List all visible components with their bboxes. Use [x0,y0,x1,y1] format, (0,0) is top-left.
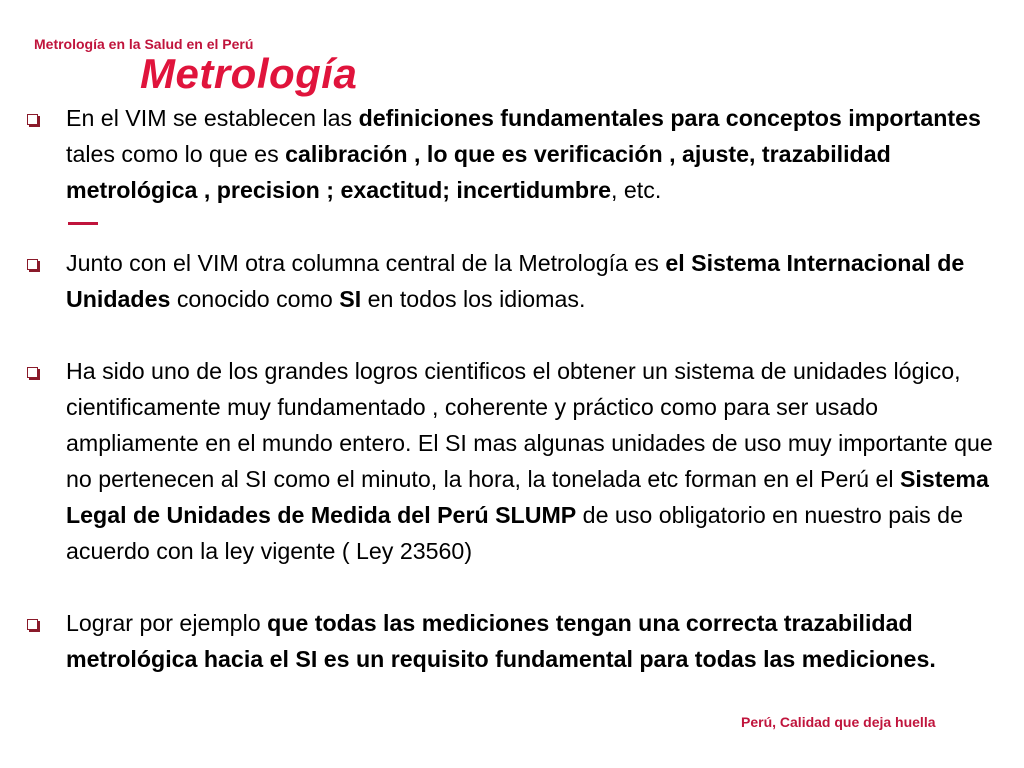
bullet-text [66,610,936,672]
text-segment: de uso obligatorio en nuestro pais de acuerdo con la ley vigente ( Ley 23560) [66,502,963,564]
bullet-square-icon [27,619,38,630]
text-segment: Junto con el VIM otra columna central de la Metrología es [66,250,666,276]
bold-segment: que todas las mediciones tengan una correcta trazabilidad metrológica hacia el SI es un requisito fundamental para todas las mediciones. [66,610,936,672]
red-dash-divider [68,222,98,225]
text-segment: , etc. [611,177,662,203]
spacer [24,569,1004,605]
bullet-item-2 [24,245,1004,317]
bullet-square-icon [27,114,38,125]
bold-segment: definiciones fundamentales para conceptos importantes [358,105,981,131]
text-segment: En el VIM se establecen las [66,105,359,131]
bullet-text [66,250,964,312]
bullet-text [66,105,981,203]
bullet-item-4 [24,605,1004,677]
spacer [24,317,1004,353]
bold-segment: Sistema Legal de Unidades de Medida del Perú SLUMP [66,466,989,528]
bold-segment: calibración , lo que es verificación , ajuste, trazabilidad metrológica , precision ; exactitud; incertidumbre [66,141,891,203]
text-segment: Ha sido uno de los grandes logros cientificos el obtener un sistema de unidades lógico, cientificamente muy fundamentado , coherente y práctico como para ser usado ampliamente en el mundo entero. El SI mas algunas unidades de uso muy importante que no pertenecen al SI como el minuto, la hora, la tonelada etc forman en el Perú el [66,358,993,492]
bullet-square-icon [27,367,38,378]
text-segment: tales como lo que es [66,141,286,167]
text-segment: conocido como [170,286,340,312]
bullet-item-1 [24,100,1004,208]
slide-title: Metrología [140,50,358,97]
bullet-square-icon [27,259,38,270]
text-segment: Lograr por ejemplo [66,610,268,636]
text-segment: en todos los idiomas. [361,286,586,312]
bullet-item-3 [24,353,1004,569]
presentation-subtitle: Metrología en la Salud en el Perú [34,36,254,52]
footer-slogan: Perú, Calidad que deja huella [741,714,936,730]
slide-content [24,100,1004,677]
bold-segment: SI [339,286,362,312]
bullet-text [66,358,993,564]
bold-segment: el Sistema Internacional de Unidades [66,250,965,312]
